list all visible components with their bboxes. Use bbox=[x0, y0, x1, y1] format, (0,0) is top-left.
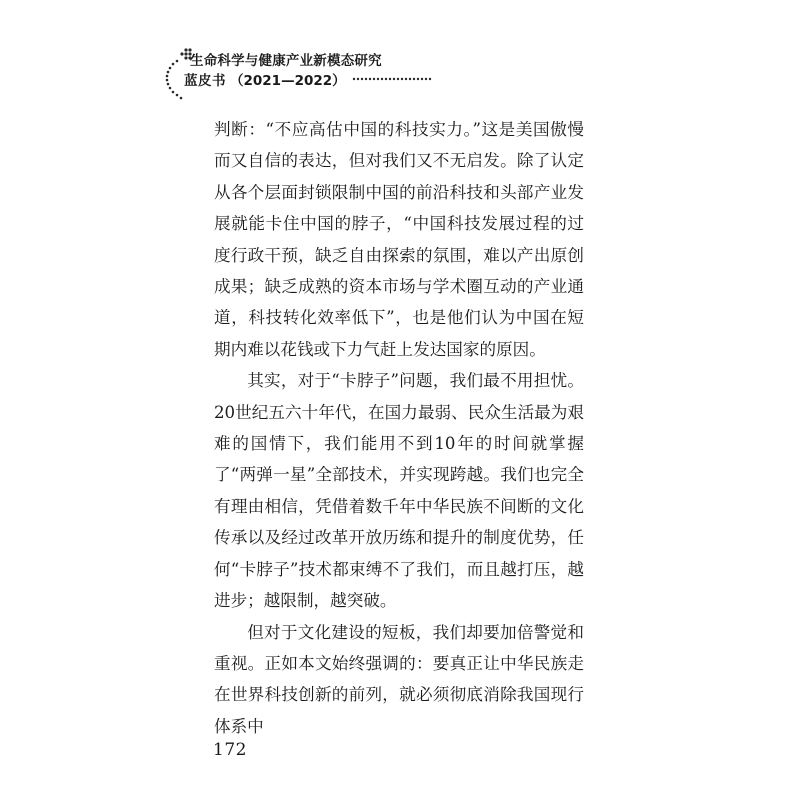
running-header bbox=[160, 44, 420, 106]
book-title: 生命科学与健康产业新模态研究 bbox=[190, 53, 382, 69]
series-years: （2021—2022） bbox=[230, 73, 346, 89]
series-line bbox=[184, 69, 432, 89]
paragraph-2: 其实，对于“卡脖子”问题，我们最不用担忧。20世纪五六十年代，在国力最弱、民众生活最为艰难的国情下，我们能用不到10年的时间就掌握了“两弹一星”全部技术，并实现跨越。我们也完全有理由相信，凭借着数千年中华民族不间断的文化传承以及经过改革开放历练和提升的制度优势，任何“卡脖子”技术都束缚不了我们，而且越打压，越进步；越限制，越突破。 bbox=[214, 371, 584, 611]
paragraph-3: 但对于文化建设的短板，我们却要加倍警觉和重视。正如本文始终强调的：要真正让中华民族走在世界科技创新的前列，就必须彻底消除我国现行体系中 bbox=[214, 622, 584, 736]
body-text bbox=[214, 114, 584, 742]
paragraph-1: 判断：“不应高估中国的科技实力。”这是美国傲慢而又自信的表达，但对我们又不无启发。除了认定从各个层面封锁限制中国的前沿科技和头部产业发展就能卡住中国的脖子，“中国科技发展过程的过度行政干预，缺乏自由探索的氛围，难以产出原创成果；缺乏成熟的资本市场与学术圈互动的产业通道，科技转化效率低下”，也是他们认为中国在短期内难以花钱或下力气赶上发达国家的原因。 bbox=[214, 120, 584, 359]
dotted-rule bbox=[352, 76, 432, 82]
series-name: 蓝皮书 bbox=[184, 73, 226, 89]
page-number: 172 bbox=[213, 740, 247, 760]
